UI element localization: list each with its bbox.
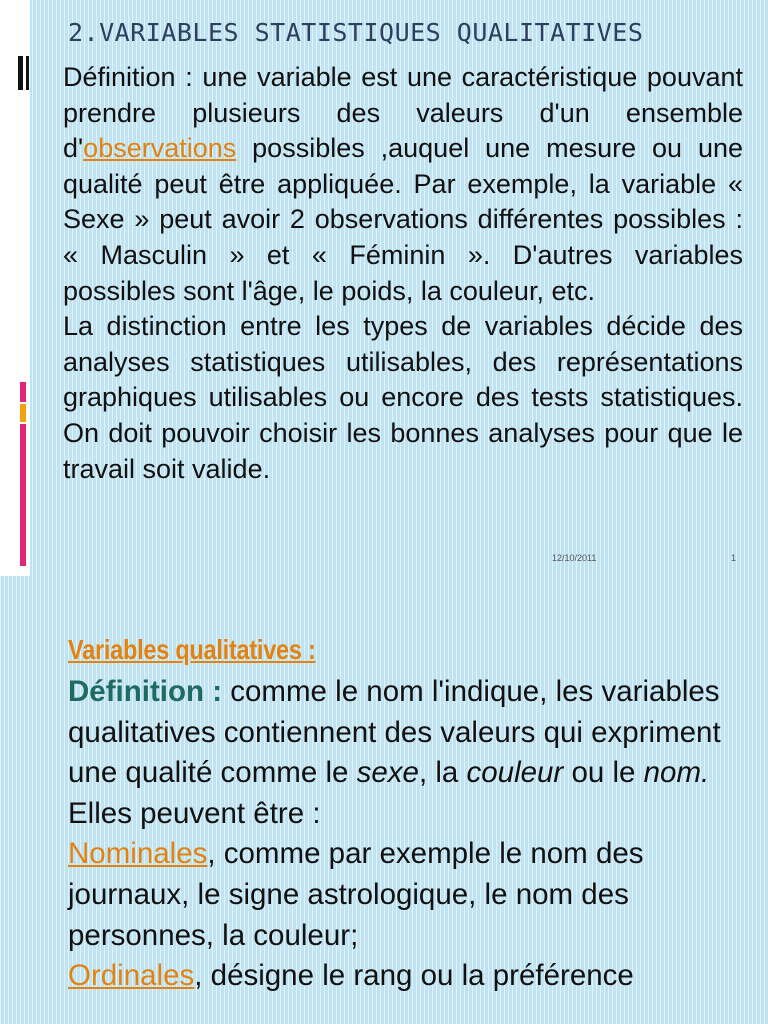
definition-text: possibles ,auquel une mesure ou une qualité peut être appliquée. Par exemple, la variable « Sexe » peut avoir 2 observations différentes possibles : « Masculin » et « Féminin ». D'autres variables possibles sont l'âge, le poids, la couleur, etc. xyxy=(63,133,743,306)
observations-link[interactable]: observations xyxy=(83,133,237,164)
definition-label: Définition : xyxy=(68,675,223,708)
nominales-text: , comme par exemple le nom des journaux, le signe astrologique, le nom des personnes, la couleur; xyxy=(68,837,644,952)
slide-footer-date: 12/10/2011 xyxy=(552,553,597,563)
example-nom: nom. xyxy=(643,756,710,790)
slide-2-body xyxy=(68,672,748,997)
definition-paragraph xyxy=(68,672,748,834)
section-heading: Variables qualitatives : xyxy=(68,634,316,665)
slide-1-body xyxy=(63,60,743,487)
left-deco-accent xyxy=(20,424,26,566)
ordinales-link[interactable]: Ordinales xyxy=(68,959,195,993)
left-deco-bar xyxy=(18,56,23,90)
definition-text: , la xyxy=(418,756,467,790)
definition-text: comme le nom l'indique, les variables qualitatives contiennent des valeurs qui expriment une qualité comme le xyxy=(68,675,721,790)
nominales-link[interactable]: Nominales xyxy=(68,837,208,871)
slide-2 xyxy=(0,576,768,1024)
nominales-paragraph xyxy=(68,834,748,956)
distinction-paragraph: La distinction entre les types de variables décide des analyses statistiques utilisables, des représentations graphiques utilisables ou encore des tests statistiques. On doit pouvoir choisir les bonnes analyses pour que le travail soit valide. xyxy=(63,311,743,484)
example-sexe: sexe xyxy=(356,756,419,790)
left-deco-accent xyxy=(20,404,26,422)
slide-title: 2.VARIABLES STATISTIQUES QUALITATIVES xyxy=(68,18,644,47)
slide-page-number: 1 xyxy=(731,553,737,563)
definition-text: Définition : une variable est une caractéristique pouvant prendre plusieurs des valeurs d'un ensemble d' xyxy=(63,62,743,164)
definition-paragraph xyxy=(63,60,743,309)
definition-text: Elles peuvent être : xyxy=(68,796,321,830)
ordinales-text: , désigne le rang ou la préférence xyxy=(194,959,634,993)
left-deco-bar xyxy=(26,56,29,90)
ordinales-paragraph xyxy=(68,956,748,997)
definition-text: ou le xyxy=(563,756,644,790)
left-deco-accent xyxy=(20,382,26,402)
example-couleur: couleur xyxy=(466,756,564,790)
